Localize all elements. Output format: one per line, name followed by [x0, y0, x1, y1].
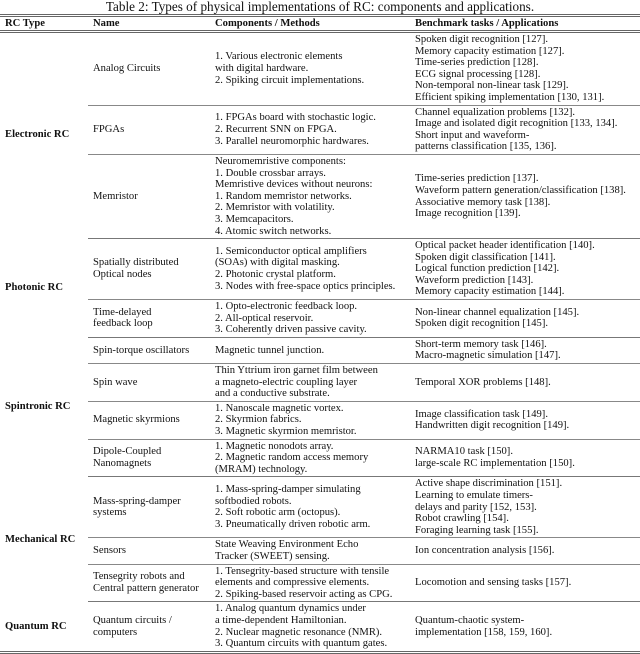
benchmarks-cell: [410, 477, 640, 538]
components-cell-line: 2. Skyrmion fabrics.: [215, 414, 302, 426]
table-row: [0, 32, 640, 106]
benchmarks-cell-line: Logical function prediction [142].: [415, 263, 560, 275]
benchmarks-cell: [410, 364, 640, 402]
components-cell-line: 1. Double crossbar arrays.: [215, 167, 326, 179]
components-cell-line: 2. All-optical reservoir.: [215, 312, 314, 324]
table-row: [0, 300, 640, 338]
name-cell: [88, 477, 210, 538]
benchmarks-cell-line: Spoken digit classification [141].: [415, 251, 556, 263]
components-cell: [210, 154, 410, 238]
benchmarks-cell-line: Quantum-chaotic system-: [415, 614, 525, 626]
table-row: [0, 439, 640, 477]
table-row: [0, 477, 640, 538]
benchmarks-cell-line: Ion concentration analysis [156].: [415, 545, 555, 557]
components-cell-line: 3. Coherently driven passive cavity.: [215, 324, 367, 336]
table-row: [0, 364, 640, 402]
name-cell: [88, 602, 210, 652]
benchmarks-cell-line: Memory capacity estimation [144].: [415, 286, 565, 298]
name-cell: [88, 154, 210, 238]
components-cell-line: 1. Magnetic nonodots array.: [215, 440, 334, 452]
components-cell-line: 3. Magnetic skyrmion memristor.: [215, 426, 357, 437]
components-cell-line: 2. Magnetic random access memory: [215, 452, 369, 464]
components-cell-line: and a conductive substrate.: [215, 388, 330, 400]
name-cell-line: Central pattern generator: [93, 582, 199, 594]
benchmarks-cell: [410, 401, 640, 439]
benchmarks-cell-line: Associative memory task [138].: [415, 196, 551, 208]
components-cell-line: 3. Quantum circuits with quantum gates.: [215, 638, 388, 650]
name-cell-line: Analog Circuits: [93, 62, 161, 74]
benchmarks-cell-line: Macro-magnetic simulation [147].: [415, 350, 561, 362]
components-cell-line: 2. Spiking circuit implementations.: [215, 74, 365, 86]
components-cell-line: 3. Parallel neuromorphic hardwares.: [215, 135, 369, 147]
header-name: Name: [88, 16, 210, 32]
components-cell-line: Thin Yttrium iron garnet film between: [215, 365, 378, 377]
benchmarks-cell: [410, 602, 640, 652]
benchmarks-cell-line: Optical packet header identification [140].: [415, 240, 595, 252]
components-cell-line: 1. Semiconductor optical amplifiers: [215, 245, 367, 257]
benchmarks-cell: [410, 538, 640, 564]
benchmarks-cell-line: Spoken digit recognition [127].: [415, 34, 548, 45]
table-row: [0, 401, 640, 439]
name-cell-line: Nanomagnets: [93, 457, 152, 469]
benchmarks-cell-line: Learning to emulate timers-: [415, 489, 533, 501]
benchmarks-cell: [410, 564, 640, 602]
benchmarks-cell: [410, 239, 640, 300]
components-cell-line: Memristive devices without neurons:: [215, 179, 373, 191]
benchmarks-cell-line: Waveform pattern generation/classification [138].: [415, 184, 626, 196]
name-cell-line: Magnetic skyrmions: [93, 414, 180, 426]
benchmarks-cell-line: ECG signal processing [128].: [415, 68, 541, 80]
components-cell-line: Tracker (SWEET) sensing.: [215, 550, 330, 562]
components-cell-line: softbodied robots.: [215, 495, 292, 507]
name-cell-line: Spatially distributed: [93, 257, 179, 269]
benchmarks-cell-line: NARMA10 task [150].: [415, 446, 513, 458]
name-cell-line: computers: [93, 626, 138, 638]
name-cell: [88, 364, 210, 402]
table-row: [0, 105, 640, 154]
components-cell-line: 3. Pneumatically driven robotic arm.: [215, 518, 371, 530]
benchmarks-cell-line: Waveform prediction [143].: [415, 274, 534, 286]
components-cell-line: 1. Mass-spring-damper simulating: [215, 484, 361, 496]
components-cell: [210, 602, 410, 652]
components-cell-line: 4. Atomic switch networks.: [215, 225, 332, 237]
name-cell-line: Time-delayed: [93, 306, 152, 318]
components-cell-line: 2. Soft robotic arm (octopus).: [215, 507, 341, 519]
name-cell-line: feedback loop: [93, 318, 153, 330]
benchmarks-cell-line: Non-linear channel equalization [145].: [415, 306, 580, 318]
benchmarks-cell-line: Image recognition [139].: [415, 208, 521, 220]
benchmarks-cell: [410, 300, 640, 338]
components-cell: [210, 32, 410, 106]
components-cell-line: 2. Photonic crystal platform.: [215, 269, 336, 281]
name-cell-line: Tensegrity robots and: [93, 571, 185, 583]
components-cell-line: a magneto-electric coupling layer: [215, 376, 358, 388]
components-cell-line: 3. Memcapacitors.: [215, 213, 294, 225]
benchmarks-cell: [410, 439, 640, 477]
name-cell: [88, 337, 210, 363]
table-caption: Table 2: Types of physical implementations of RC: components and applications.: [105, 0, 535, 14]
name-cell: [88, 105, 210, 154]
table-row: [0, 564, 640, 602]
name-cell-line: systems: [93, 507, 127, 519]
rc-type-cell: Photonic RC: [0, 239, 88, 338]
benchmarks-cell-line: Foraging learning task [155].: [415, 524, 539, 536]
benchmarks-cell-line: Channel equalization problems [132].: [415, 106, 576, 118]
benchmarks-cell-line: Non-temporal non-linear task [129].: [415, 80, 569, 92]
components-cell: [210, 364, 410, 402]
components-cell-line: 2. Nuclear magnetic resonance (NMR).: [215, 626, 383, 638]
benchmarks-cell-line: Time-series prediction [128].: [415, 57, 539, 69]
benchmarks-cell: [410, 337, 640, 363]
benchmarks-cell-line: Short-term memory task [146].: [415, 338, 547, 350]
header-benchmarks: Benchmark tasks / Applications: [410, 16, 640, 32]
benchmarks-cell-line: Robot crawling [154].: [415, 513, 509, 525]
table-header: [0, 16, 640, 32]
components-cell: [210, 239, 410, 300]
name-cell: [88, 538, 210, 564]
header-rc-type: RC Type: [0, 16, 88, 32]
components-cell-line: 1. Various electronic elements: [215, 51, 343, 63]
components-cell-line: a time-dependent Hamiltonian.: [215, 614, 347, 626]
benchmarks-cell-line: Active shape discrimination [151].: [415, 478, 563, 490]
components-cell-line: (MRAM) technology.: [215, 463, 308, 475]
benchmarks-cell-line: large-scale RC implementation [150].: [415, 457, 575, 469]
benchmarks-cell-line: Image and isolated digit recognition [133, 134].: [415, 118, 618, 130]
header-row: [0, 16, 640, 32]
table-body: [0, 32, 640, 653]
benchmarks-cell-line: Short input and waveform-: [415, 129, 530, 141]
components-cell-line: 3. Nodes with free-space optics principles.: [215, 280, 396, 292]
benchmarks-cell: [410, 32, 640, 106]
benchmarks-cell-line: Locomotion and sensing tasks [157].: [415, 577, 572, 589]
name-cell: [88, 401, 210, 439]
benchmarks-cell: [410, 154, 640, 238]
components-cell-line: State Weaving Environment Echo: [215, 539, 359, 551]
benchmarks-cell-line: Image classification task [149].: [415, 408, 548, 420]
table-row: [0, 337, 640, 363]
components-cell-line: 1. FPGAs board with stochastic logic.: [215, 112, 376, 124]
components-cell: [210, 300, 410, 338]
rc-type-cell: Quantum RC: [0, 602, 88, 652]
rc-type-cell: Mechanical RC: [0, 477, 88, 602]
components-cell-line: Magnetic tunnel junction.: [215, 344, 325, 356]
rc-type-cell: Spintronic RC: [0, 337, 88, 477]
benchmarks-cell-line: delays and parity [152, 153].: [415, 501, 537, 513]
components-cell: [210, 439, 410, 477]
table-row: [0, 239, 640, 300]
name-cell: [88, 239, 210, 300]
components-cell-line: 1. Analog quantum dynamics under: [215, 603, 366, 615]
benchmarks-cell-line: implementation [158, 159, 160].: [415, 626, 553, 638]
table-row: [0, 154, 640, 238]
name-cell-line: Spin-torque oscillators: [93, 344, 190, 356]
name-cell: [88, 439, 210, 477]
components-cell-line: Neuromemristive components:: [215, 155, 346, 167]
components-cell: [210, 337, 410, 363]
benchmarks-cell-line: Temporal XOR problems [148].: [415, 376, 551, 388]
components-cell-line: 2. Memristor with volatility.: [215, 202, 335, 214]
name-cell-line: Dipole-Coupled: [93, 446, 162, 458]
name-cell-line: Optical nodes: [93, 269, 152, 281]
table-row: [0, 538, 640, 564]
components-cell: [210, 401, 410, 439]
components-cell: [210, 538, 410, 564]
name-cell-line: FPGAs: [93, 123, 125, 135]
name-cell-line: Mass-spring-damper: [93, 495, 181, 507]
name-cell-line: Spin wave: [93, 376, 138, 388]
components-cell-line: 2. Recurrent SNN on FPGA.: [215, 123, 337, 135]
benchmarks-cell-line: Efficient spiking implementation [130, 131].: [415, 91, 605, 103]
name-cell-line: Sensors: [93, 545, 126, 557]
components-cell-line: 2. Spiking-based reservoir acting as CPG.: [215, 588, 393, 600]
components-cell: [210, 564, 410, 602]
benchmarks-cell-line: patterns classification [135, 136].: [415, 141, 557, 153]
components-cell: [210, 477, 410, 538]
name-cell-line: Quantum circuits /: [93, 614, 172, 626]
rc-type-cell: Electronic RC: [5, 129, 70, 141]
components-cell-line: 1. Tensegrity-based structure with tensile: [215, 565, 390, 577]
components-cell-line: with digital hardware.: [215, 62, 309, 74]
name-cell: [88, 300, 210, 338]
benchmarks-cell-line: Handwritten digit recognition [149].: [415, 420, 570, 432]
benchmarks-cell: [410, 105, 640, 154]
components-cell-line: 1. Random memristor networks.: [215, 190, 352, 202]
name-cell: [88, 564, 210, 602]
name-cell: [88, 32, 210, 106]
benchmarks-cell-line: Spoken digit recognition [145].: [415, 318, 548, 330]
components-cell-line: 1. Opto-electronic feedback loop.: [215, 301, 358, 313]
name-cell-line: Memristor: [93, 190, 138, 202]
benchmarks-cell-line: Memory capacity estimation [127].: [415, 45, 565, 57]
components-cell-line: 1. Nanoscale magnetic vortex.: [215, 402, 344, 414]
header-components: Components / Methods: [210, 16, 410, 32]
components-cell-line: elements and compressive elements.: [215, 577, 370, 589]
components-cell: [210, 105, 410, 154]
rc-implementations-table: [0, 14, 640, 654]
benchmarks-cell-line: Time-series prediction [137].: [415, 173, 539, 185]
components-cell-line: (SOAs) with digital masking.: [215, 257, 340, 269]
table-row: [0, 602, 640, 652]
